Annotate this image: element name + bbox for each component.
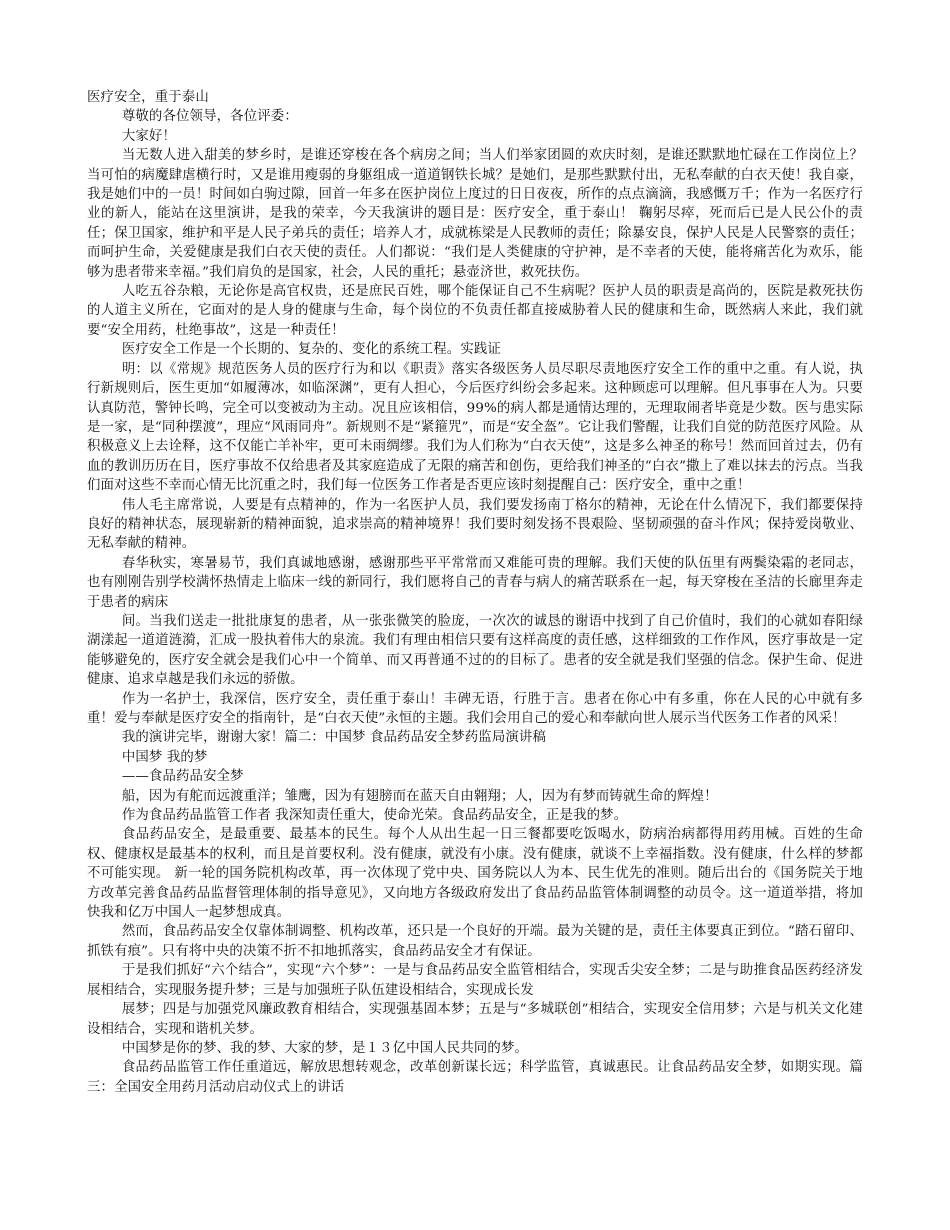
paragraph: 伟人毛主席常说，人要是有点精神的，作为一名医护人员，我们要发扬南丁格尔的精神，无论在什么情况下，我们都要保持良好的精神状态，展现崭新的精神面貌，追求崇高的精神境界！我们要时刻发扬不畏艰险、坚韧顽强的奋斗作风；保持爱岗敬业、无私奉献的精神。 [87,497,863,552]
paragraph: 间。当我们送走一批批康复的患者，从一张张微笑的脸庞，一次次的诚恳的谢语中找到了自己价值时，我们的心就如春阳绿湖漾起一道道涟漪，汇成一股执着伟大的泉流。我们有理由相信只要有这样高度的责任感，这样细致的工作作风，医疗事故是一定能够避免的，医疗安全就会是我们心中一个简单、而又再普通不过的的目标了。患者的安全就是我们坚强的信念。保护生命、促进健康、追求卓越是我们永远的骄傲。 [87,613,863,688]
section-heading: 中国梦 我的梦 [121,749,208,765]
salutation: 尊敬的各位领导，各位评委： [121,109,298,125]
paragraph: 然而，食品药品安全仅靠体制调整、机构改革，还只是一个良好的开端。最为关键的是，责任主体要真正到位。“踏石留印、抓铁有痕”。只有将中央的决策不折不扣地抓落实，食品药品安全才有保证。 [87,924,863,959]
document-title: 医疗安全，重于泰山 [87,90,209,105]
paragraph: 中国梦是你的梦、我的梦、大家的梦，是１３亿中国人民共同的梦。 [121,1040,529,1056]
paragraph: 我的演讲完毕，谢谢大家！篇二：中国梦 食品药品安全梦药监局演讲稿 [121,730,546,746]
paragraph: 作为食品药品监管工作者 我深知责任重大，使命光荣。食品药品安全，正是我的梦。 [121,808,628,824]
section-subheading: ——食品药品安全梦 [121,769,244,785]
paragraph: 于是我们抓好“六个结合”，实现“六个梦”：一是与食品药品安全监管相结合，实现舌尖安全梦；二是与助推食品医药经济发展相结合，实现服务提升梦；三是与加强班子队伍建设相结合，实现成长发 [87,963,863,998]
paragraph: 展梦；四是与加强党风廉政教育相结合，实现强基固本梦；五是与“多城联创”相结合，实现安全信用梦；六是与机关文化建设相结合，实现和谐机关梦。 [87,1002,863,1037]
paragraph: 明：以《常规》规范医务人员的医疗行为和以《职责》落实各级医务人员尽职尽责地医疗安全工作的重中之重。有人说，执行新规则后，医生更加“如履薄冰，如临深渊”，更有人担心，今后医疗纠纷会多起来。这种顾虑可以理解。但凡事事在人为。只要认真防范，警钟长鸣，完全可以变被动为主动。况且应该相信，99%的病人都是通情达理的，无理取闹者毕竟是少数。医与患实际是一家，是“同种摆渡”，理应“风雨同舟”。新规则不是“紧箍咒”，而是“安全盔”。它让我们警醒，让我们自觉的防范医疗风险。从积极意义上去诠释，这不仅能亡羊补牢，更可未雨绸缪。我们为人们称为“白衣天使”，这是多么神圣的称号！然而回首过去，仍有血的教训历历在目，医疗事故不仅给患者及其家庭造成了无限的痛苦和创伤，更给我们神圣的“白衣”撒上了难以抹去的污点。当我们面对这些不幸而心情无比沉重之时，我们每一位医务工作者是否更应该时刻提醒自己：医疗安全，重中之重！ [87,361,863,494]
document-body [87,88,863,1097]
paragraph: 作为一名护士，我深信，医疗安全，责任重于泰山！丰碑无语，行胜于言。患者在你心中有多重，你在人民的心中就有多重！爱与奉献是医疗安全的指南针，是“白衣天使”永恒的主题。我们会用自己的爱心和奉献向世人展示当代医务工作者的风采！ [87,691,863,726]
paragraph: 春华秋实，寒暑易节，我们真诚地感谢，感谢那些平平常常而又难能可贵的理解。我们天使的队伍里有两鬓染霜的老同志，也有刚刚告别学校满怀热情走上临床一线的新同行，我们愿将自己的青春与病人的痛苦联系在一起，每天穿梭在圣洁的长廊里奔走于患者的病床 [87,555,863,610]
paragraph: 人吃五谷杂粮，无论你是高官权贵，还是庶民百姓，哪个能保证自己不生病呢？医护人员的职责是高尚的，医院是救死扶伤的人道主义所在，它面对的是人身的健康与生命，每个岗位的不负责任都直接威胁着人民的健康和生命，既然病人来此，我们就要“安全用药，杜绝事故”，这是一种责任！ [87,284,863,338]
greeting: 大家好！ [121,128,176,144]
paragraph: 医疗安全工作是一个长期的、复杂的、变化的系统工程。实践证 [121,342,501,358]
paragraph: 食品药品安全，是最重要、最基本的民生。每个人从出生起一日三餐都要吃饭喝水，防病治病都得用药用械。百姓的生命权、健康权是最基本的权利，而且是首要权利。没有健康，就没有小康。没有健康，就谈不上幸福指数。没有健康，什么样的梦都不可能实现。 新一轮的国务院机构改革，再一次体现了党中央、国务院以人为本、民生优先的准则。随后出台的《国务院关于地方改革完善食品药品监督管理体制的指导意见》，又向地方各级政府发出了食品药品监管体制调整的动员令。这一道道举措，将加快我和亿万中国人一起梦想成真。 [87,827,863,921]
paragraph: 船，因为有舵而远渡重洋；雏鹰，因为有翅膀而在蓝天自由翱翔；人，因为有梦而铸就生命的辉煌！ [121,788,718,804]
paragraph: 当无数人进入甜美的梦乡时，是谁还穿梭在各个病房之间；当人们举家团圆的欢庆时刻，是谁还默默地忙碌在工作岗位上？当可怕的病魔肆虐横行时，又是谁用瘦弱的身躯组成一道道钢铁长城？是她们，是那些默默付出，无私奉献的白衣天使！我自豪，我是她们中的一员！时间如白驹过隙，回首一年多在医护岗位上度过的日日夜夜，所作的点点滴滴，我感慨万千；作为一名医疗行业的新人，能站在这里演讲，是我的荣幸，今天我演讲的题目是：医疗安全，重于泰山！ 鞠躬尽瘁，死而后已是人民公仆的责任；保卫国家，维护和平是人民子弟兵的责任；培养人才，成就栋梁是人民教师的责任；除暴安良，保护人民是人民警察的责任；而呵护生命，关爱健康是我们白衣天使的责任。人们都说：“我们是人类健康的守护神，是不幸者的天使，能将痛苦化为欢乐，能够为患者带来幸福。”我们肩负的是国家，社会，人民的重托；悬壶济世，救死扶伤。 [87,148,863,280]
paragraph: 食品药品监管工作任重道远，解放思想转观念，改革创新谋长远；科学监管，真诚惠民。让食品药品安全梦，如期实现。篇三：全国安全用药月活动启动仪式上的讲话 [87,1060,863,1095]
